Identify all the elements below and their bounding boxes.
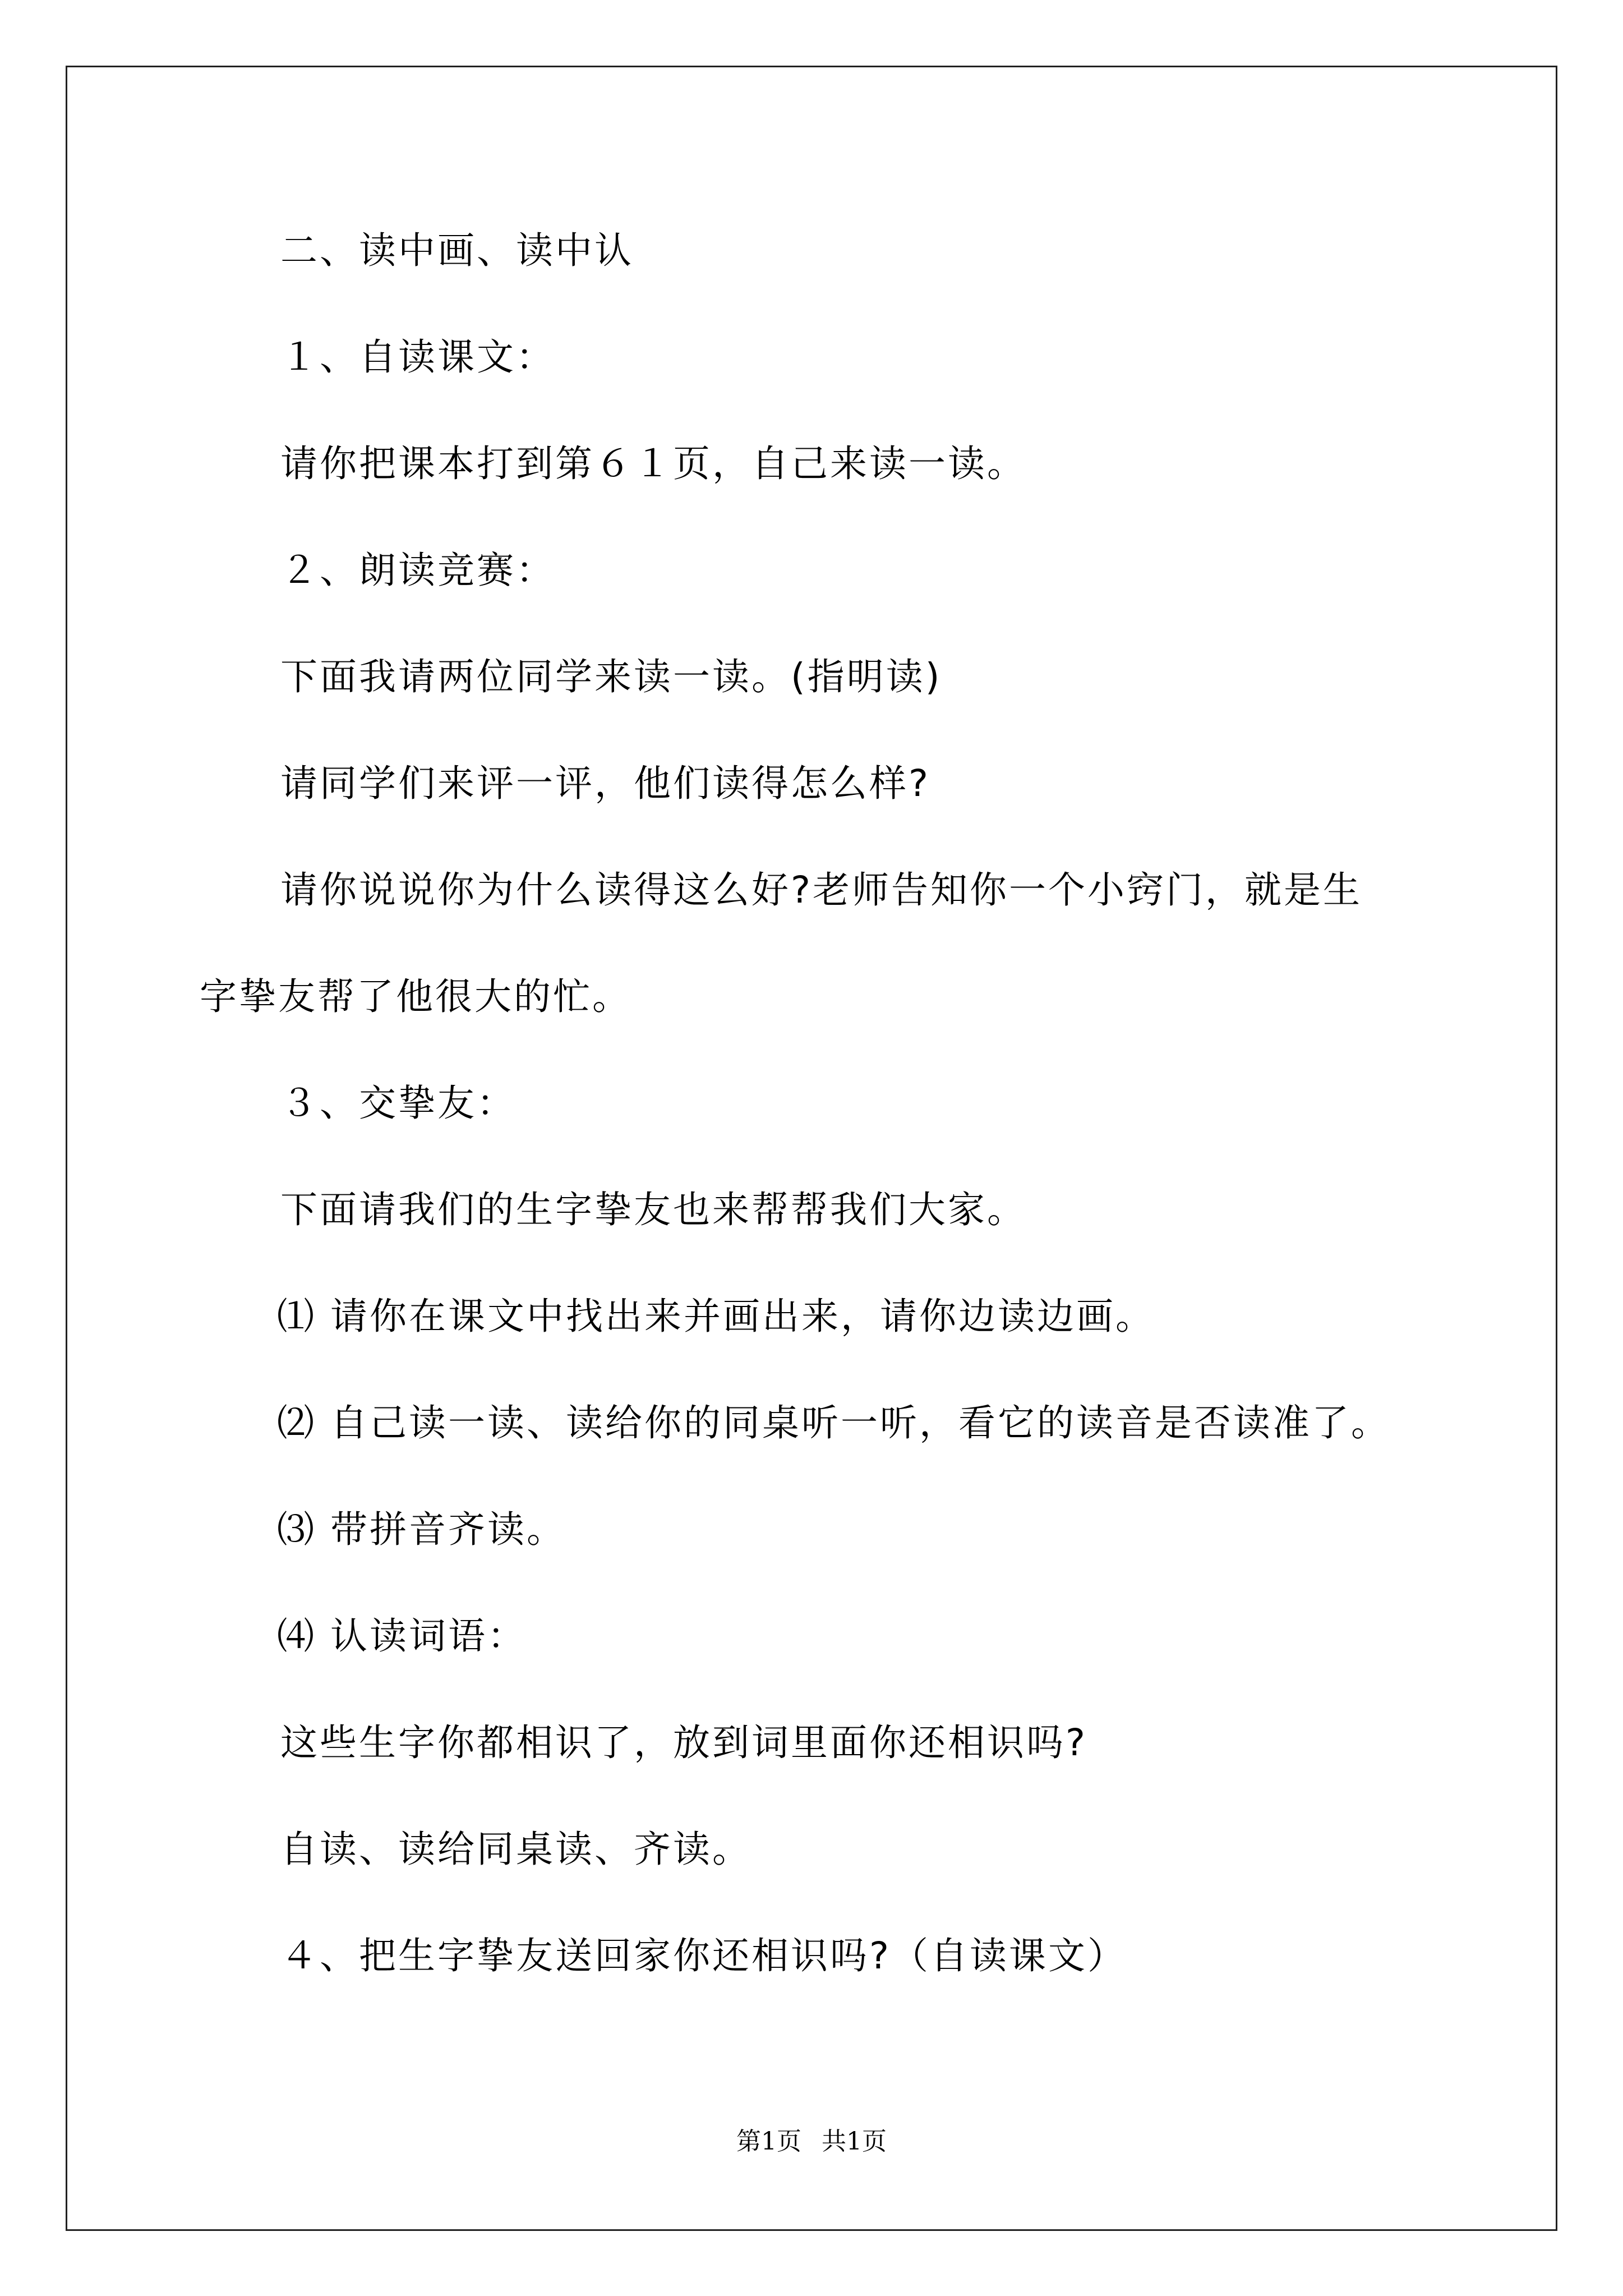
list-item: ⑵ 自己读一读、读给你的同桌听一听，看它的读音是否读准了。: [277, 1401, 1390, 1444]
text-line: 这些生字你都相识了，放到词里面你还相识吗?: [280, 1721, 1088, 1764]
page-number: 第1页: [736, 2127, 801, 2156]
text-line: ２、朗读竞赛：: [280, 549, 555, 592]
text-line: 下面请我们的生字挚友也来帮帮我们大家。: [280, 1188, 1026, 1231]
page-border: [66, 66, 1557, 2231]
text-line: 请同学们来评一评，他们读得怎么样?: [280, 762, 931, 805]
text-line: 请你把课本打到第６１页，自己来读一读。: [280, 442, 1026, 485]
list-item: ⑷ 认读词语：: [277, 1614, 527, 1658]
page-total: 共1页: [822, 2127, 887, 2156]
text-line: 下面我请两位同学来读一读。(指明读): [280, 655, 942, 698]
page-footer: [0, 2125, 1623, 2159]
list-item: ⑶ 带拼音齐读。: [277, 1508, 566, 1551]
text-line: 字挚友帮了他很大的忙。: [200, 975, 631, 1018]
text-line: 自读、读给同桌读、齐读。: [280, 1828, 751, 1871]
heading-line: 二、读中画、读中认: [280, 229, 634, 272]
text-line: １、自读课文：: [280, 335, 555, 379]
text-line: ３、交挚友：: [280, 1082, 516, 1125]
text-line: ４、把生字挚友送回家你还相识吗?（自读课文）: [280, 1934, 1127, 1977]
text-line: 请你说说你为什么读得这么好?老师告知你一个小窍门，就是生: [280, 868, 1363, 912]
list-item: ⑴ 请你在课文中找出来并画出来，请你边读边画。: [277, 1295, 1155, 1338]
